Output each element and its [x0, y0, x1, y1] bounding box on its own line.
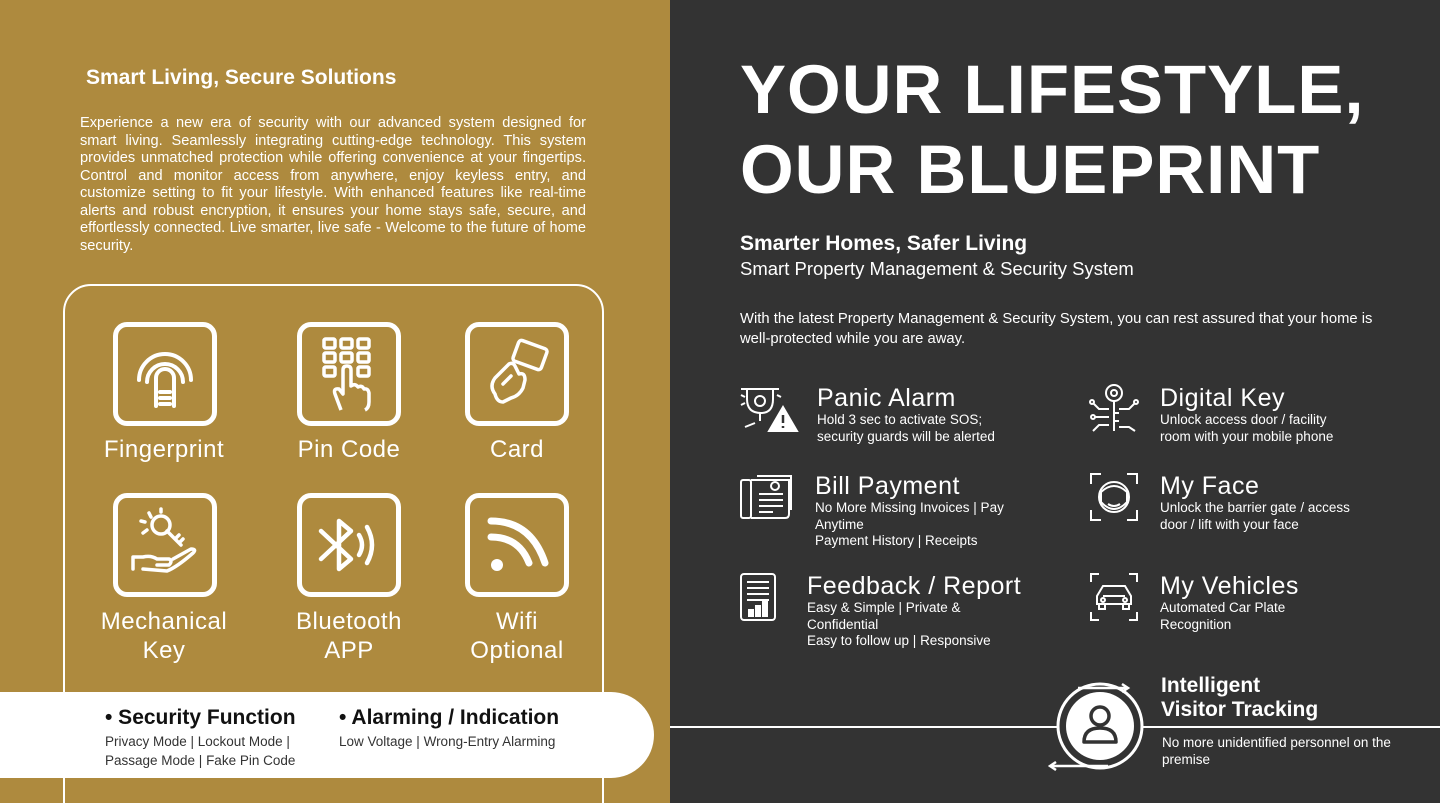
- car-scan-icon: [1089, 572, 1139, 622]
- left-body-text: Experience a new era of security with our advanced system designed for smart living. Seamlessly integrating cutting-edge technology. This system provides unmatched protection while offering convenience at your fingertips. Control and monitor access from anywhere, enjoy keyless entry, and customize setting to fit your lifestyle. With enhanced features like real-time alerts and robust encryption, it ensures your home stays safe, secure, and effortlessly connected. Live smarter, live safe - Welcome to the future of home security.: [80, 115, 586, 254]
- report-icon: [739, 572, 777, 622]
- left-panel: [0, 0, 670, 803]
- visitor-title: Intelligent Visitor Tracking: [1161, 674, 1319, 721]
- digital-key-icon: [1087, 383, 1141, 435]
- face-scan-icon: [1089, 472, 1139, 522]
- pin-code-label: Pin Code: [297, 436, 401, 463]
- card-icon: [479, 336, 555, 412]
- my-face-item: My Face Unlock the barrier gate / access door / lift with your face: [1160, 472, 1350, 532]
- wifi-label: Wifi Optional: [470, 608, 564, 664]
- panic-alarm-item: Panic Alarm Hold 3 sec to activate SOS; security guards will be alerted: [817, 384, 995, 444]
- fingerprint-icon: [127, 336, 203, 412]
- pin-code-tile: [297, 322, 401, 426]
- key-hand-icon: [127, 507, 203, 583]
- bill-payment-item: Bill Payment No More Missing Invoices | Pay Anytime Payment History | Receipts: [815, 472, 1004, 548]
- intro-text: With the latest Property Management & Security System, you can rest assured that your home is well-protected while you are away.: [740, 311, 1373, 347]
- fingerprint-tile: [113, 322, 217, 426]
- visitor-desc: No more unidentified personnel on the premise: [1162, 735, 1391, 767]
- left-title: Smart Living, Secure Solutions: [86, 66, 397, 89]
- mechanical-key-label: Mechanical Key: [100, 608, 228, 664]
- keypad-icon: [311, 336, 387, 412]
- right-panel: [670, 0, 1440, 803]
- subtitle-bold: Smarter Homes, Safer Living: [740, 232, 1028, 255]
- card-label: Card: [489, 436, 545, 463]
- wifi-tile: [465, 493, 569, 597]
- headline: YOUR LIFESTYLE, OUR BLUEPRINT: [740, 51, 1365, 208]
- bluetooth-label: Bluetooth APP: [296, 608, 402, 664]
- mechanical-key-tile: [113, 493, 217, 597]
- fingerprint-label: Fingerprint: [103, 436, 225, 463]
- invoice-icon: [739, 474, 795, 520]
- alarming-indication: • Alarming / Indication Low Voltage | Wrong-Entry Alarming: [339, 706, 560, 749]
- wifi-icon: [479, 507, 555, 583]
- digital-key-item: Digital Key Unlock access door / facility room with your mobile phone: [1160, 384, 1334, 444]
- security-function: • Security Function Privacy Mode | Lockout Mode | Passage Mode | Fake Pin Code: [105, 706, 296, 768]
- feedback-report-item: Feedback / Report Easy & Simple | Private & Confidential Easy to follow up | Responsive: [807, 572, 1022, 648]
- bluetooth-icon: [311, 507, 387, 583]
- function-pill: [0, 692, 654, 778]
- bluetooth-tile: [297, 493, 401, 597]
- alarm-camera-icon: [739, 383, 801, 433]
- visitor-icon: [1048, 680, 1146, 774]
- my-vehicles-item: My Vehicles Automated Car Plate Recognition: [1160, 572, 1299, 632]
- subtitle: Smart Property Management & Security System: [740, 258, 1134, 279]
- card-tile: [465, 322, 569, 426]
